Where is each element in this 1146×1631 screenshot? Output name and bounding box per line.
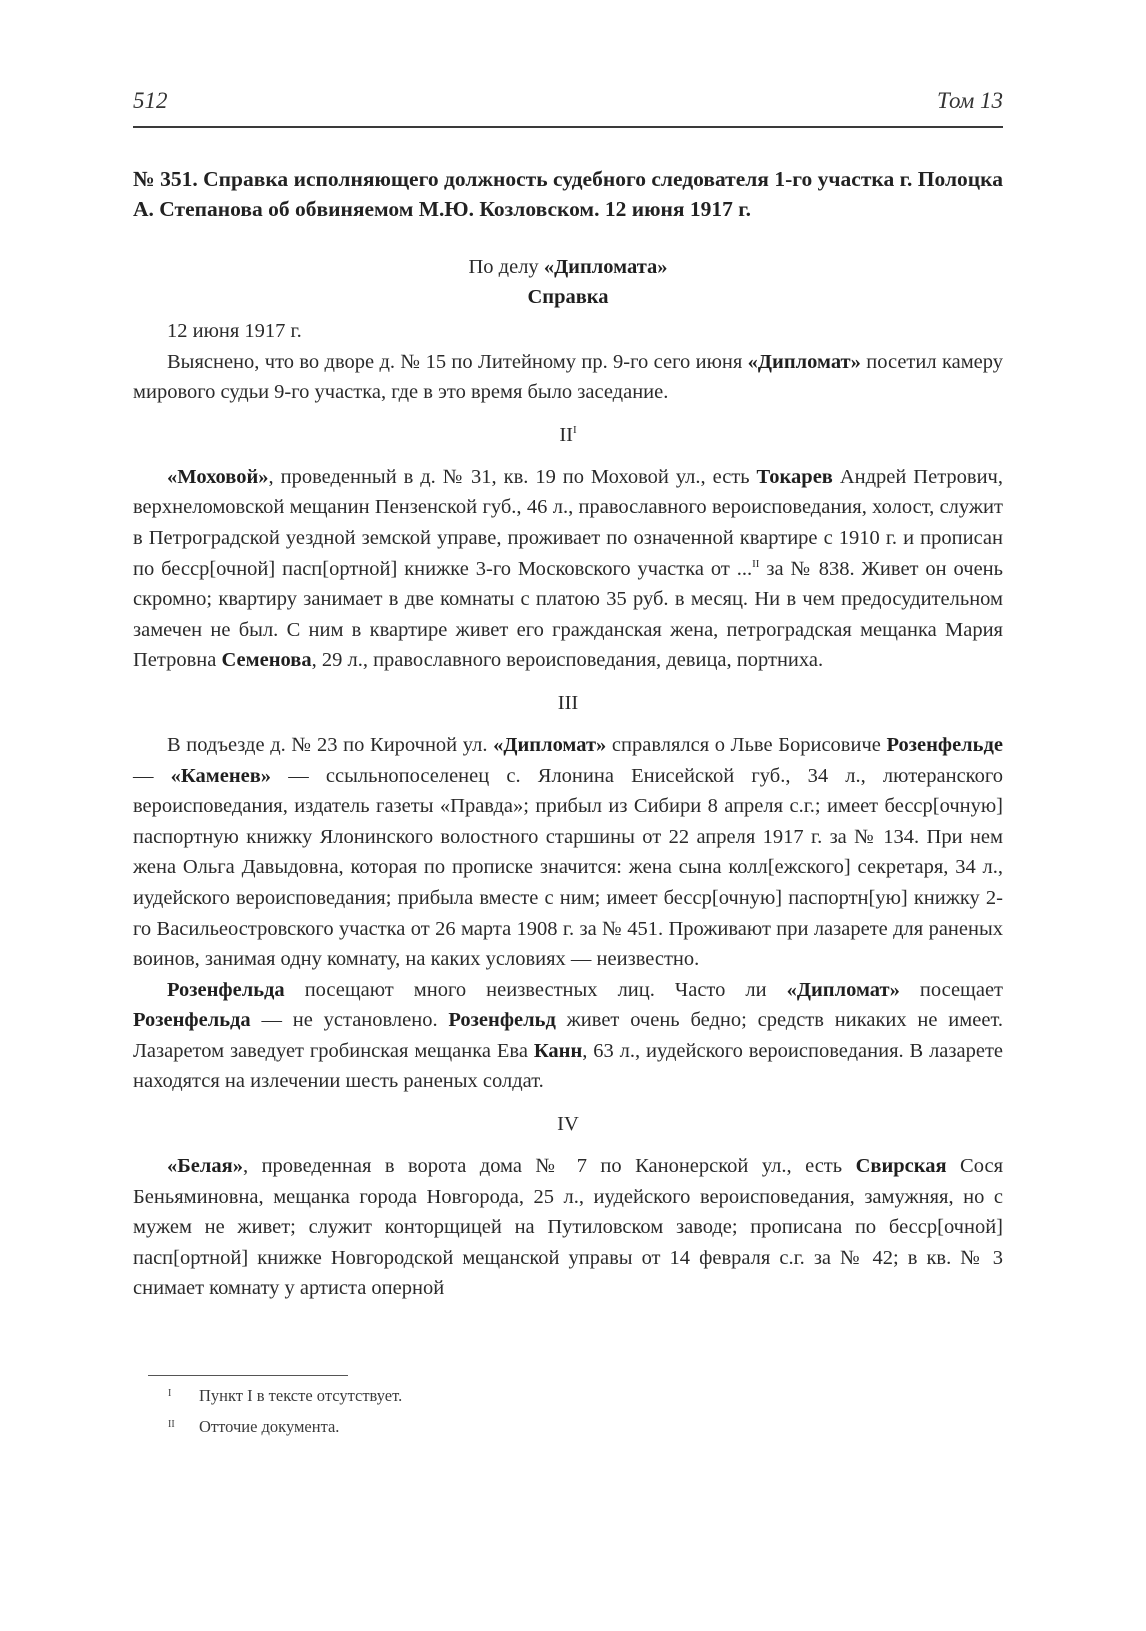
- case-name: «Дипломата»: [543, 256, 668, 278]
- person-name: Свирская: [855, 1155, 947, 1178]
- document-title: № 351. Справка исполняющего должность судебного следователя 1-го участка г. Полоцка А. Степанова об обвиняемом М.Ю. Козловском. 12 июня 1917 г.: [133, 167, 1003, 221]
- text-run: Выяснено, что во дворе д. № 15 по Литейному пр. 9-го сего июня: [167, 350, 748, 373]
- footnote-ref[interactable]: I: [572, 423, 577, 436]
- person-name: Токарев: [756, 465, 833, 488]
- document-page: [133, 84, 1003, 1304]
- footnote-ref[interactable]: II: [752, 557, 760, 570]
- text-run: живет очень бедно; средств никаких не имеет. Лазаретом заведует гробинская мещанка Ева: [133, 1009, 1003, 1062]
- section-number: IV: [557, 1113, 579, 1136]
- case-prefix: По делу: [468, 256, 544, 278]
- section-iv-paragraph: [133, 1151, 1003, 1304]
- text-run: , проведенная в ворота дома № 7 по Канонерской ул., есть: [243, 1155, 856, 1178]
- text-run: —: [133, 764, 171, 787]
- footnote-mark: II: [168, 1419, 175, 1430]
- codename-belaya: «Белая»: [167, 1155, 243, 1178]
- document-heading: Справка: [527, 286, 609, 308]
- intro-paragraph: [133, 347, 1003, 408]
- document-body: [133, 316, 1003, 1304]
- section-iii-paragraph-1: [133, 730, 1003, 975]
- text-run: — не установлено.: [250, 1009, 449, 1032]
- footnote-text: Отточие документа.: [199, 1417, 340, 1436]
- codename-diplomat: «Дипломат»: [493, 733, 607, 756]
- text-run: Сося Беньяминовна, мещанка города Новгорода, 25 л., иудейского вероисповедания, замужняя, но с мужем не живет; служит конторщицей на Путиловском заводе; прописана по бесср[очной] пасп[ортной] книжке Новгородской мещанской управы от 14 февраля с.г. за № 42; в кв. № 3 снимает комнату у артиста оперной: [133, 1155, 1003, 1300]
- header-rule: [133, 126, 1003, 128]
- section-number: II: [559, 423, 573, 446]
- person-name: Семенова: [221, 649, 312, 672]
- section-heading-ii: [133, 420, 1003, 450]
- person-name: Розенфельда: [167, 978, 285, 1001]
- text-run: посещают много неизвестных лиц. Часто ли: [284, 978, 787, 1001]
- document-date: 12 июня 1917 г.: [167, 320, 302, 342]
- text-run: , 29 л., православного вероисповедания, девица, портниха.: [311, 649, 824, 672]
- codename-diplomat: «Дипломат»: [786, 978, 900, 1001]
- footnote-text: Пункт I в тексте отсутствует.: [199, 1386, 403, 1405]
- volume-label: Том 13: [936, 88, 1003, 113]
- person-name: Канн: [533, 1039, 583, 1062]
- section-heading-iii: [133, 688, 1003, 718]
- section-number: III: [557, 691, 579, 714]
- text-run: справлялся о Льве Борисовиче: [606, 733, 887, 756]
- person-name: Розенфельде: [886, 733, 1003, 756]
- text-run: Андрей Петрович, верхнеломовской мещанин Пензенской губ., 46 л., православного вероисповедания, холост, служит в Петроградской уездной земской управе, проживает по означенной квартире с 1910 г. и прописан по бесср[очной] пасп[ортной] книжке 3-го Московского участка от ...: [133, 465, 1003, 580]
- case-line: [133, 252, 1003, 282]
- text-run: посетил камеру мирового судьи 9-го участка, где в это время было заседание.: [133, 350, 1003, 404]
- text-run: за № 838. Живет он очень скромно; квартиру занимает в две комнаты с платою 35 руб. в месяц. Ни в чем предосудительном замечен не был. С ним в квартире живет его гражданская жена, петроградская мещанка Мария Петровна: [133, 557, 1003, 672]
- text-run: посещает: [899, 978, 1003, 1001]
- person-name: Розенфельда: [133, 1009, 251, 1032]
- text-run: В подъезде д. № 23 по Кирочной ул.: [167, 733, 494, 756]
- footnotes: [133, 1375, 1003, 1444]
- footnote-mark: I: [168, 1388, 172, 1399]
- codename-mokhovoy: «Моховой»: [167, 465, 269, 488]
- codename-kamenev: «Каменев»: [170, 764, 272, 787]
- section-ii-paragraph: [133, 462, 1003, 676]
- running-header: [133, 84, 1003, 118]
- text-run: — ссыльнопоселенец с. Ялонина Енисейской губ., 34 л., лютеранского вероисповедания, издатель газеты «Правда»; прибыл из Сибири 8 апреля с.г.; имеет бесср[очную] паспортную книжку Ялонинского волостного старшины от 22 апреля 1917 г. за № 134. При нем жена Ольга Давыдовна, которая по прописке значится: жена сына колл[ежского] секретаря, 34 л., иудейского вероисповедания; прибыла вместе с ним; имеет бесср[очную] паспортн[ую] книжку 2-го Васильеостровского участка от 26 марта 1908 г. за № 451. Проживают при лазарете для раненых воинов, занимая одну комнату, на каких условиях — неизвестно.: [133, 764, 1003, 971]
- text-run: , 63 л., иудейского вероисповедания. В лазарете находятся на излечении шесть раненых солдат.: [133, 1039, 1003, 1093]
- footnote-rule: [148, 1375, 348, 1376]
- page-number: 512: [133, 88, 168, 113]
- footnote-item: [133, 1382, 1003, 1413]
- section-iii-paragraph-2: [133, 975, 1003, 1097]
- codename-diplomat: «Дипломат»: [747, 350, 861, 373]
- section-heading-iv: [133, 1109, 1003, 1139]
- person-name: Розенфельд: [448, 1009, 556, 1032]
- footnote-item: [133, 1413, 1003, 1444]
- text-run: , проведенный в д. № 31, кв. 19 по Моховой ул., есть: [268, 465, 757, 488]
